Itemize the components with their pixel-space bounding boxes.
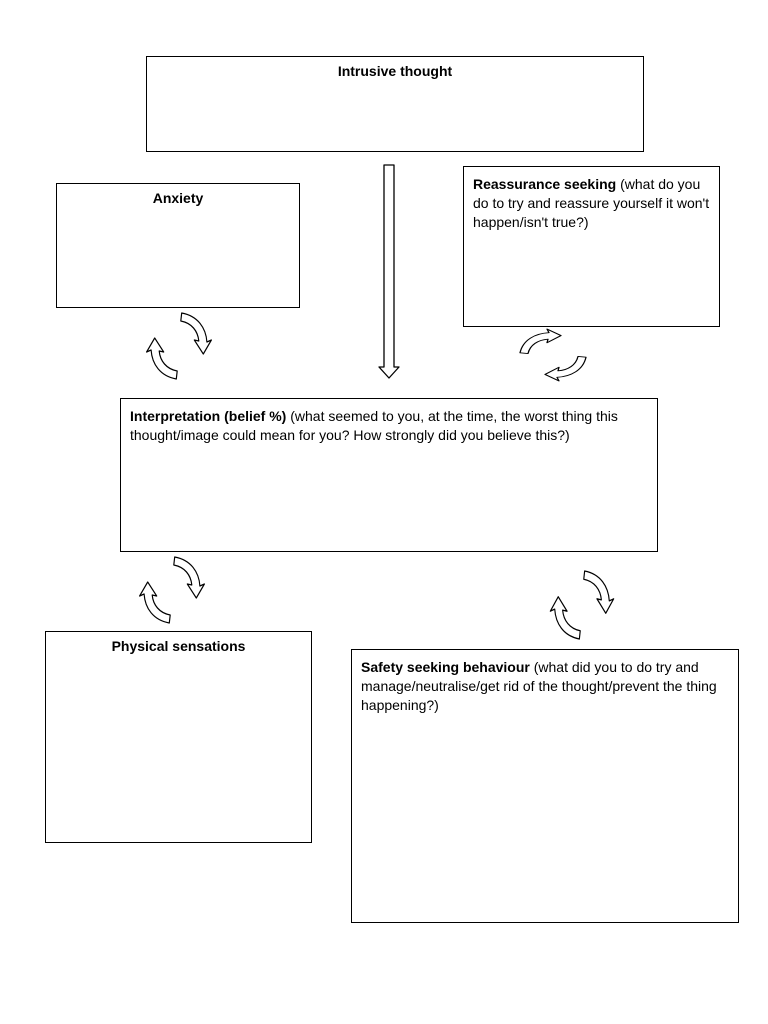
safety-seeking-text: (what did you to do try and manage/neutralise/get rid of the thought/prevent the thing happening?): [361, 659, 717, 713]
anxiety-title: Anxiety: [152, 190, 204, 206]
down-arrow-icon: [379, 165, 399, 378]
cycle-arrow-icon-reassurance: [520, 329, 586, 381]
cycle-arrow-icon-anxiety: [147, 313, 212, 379]
interpretation-title: Interpretation (belief %): [130, 408, 287, 424]
reassurance-seeking-title: Reassurance seeking: [473, 176, 617, 192]
interpretation-text: (what seemed to you, at the time, the worst thing this thought/image could mean for you? How strongly did you believe this?): [130, 408, 618, 443]
cycle-arrow-icon-physical: [140, 557, 205, 623]
reassurance-seeking-text: (what do you do to try and reassure yourself it won't happen/isn't true?): [473, 176, 710, 230]
safety-seeking-title: Safety seeking behaviour: [361, 659, 530, 675]
cycle-arrow-icon-safety: [550, 571, 613, 639]
physical-sensations-title: Physical sensations: [111, 638, 246, 654]
intrusive-thought-title: Intrusive thought: [337, 63, 453, 79]
